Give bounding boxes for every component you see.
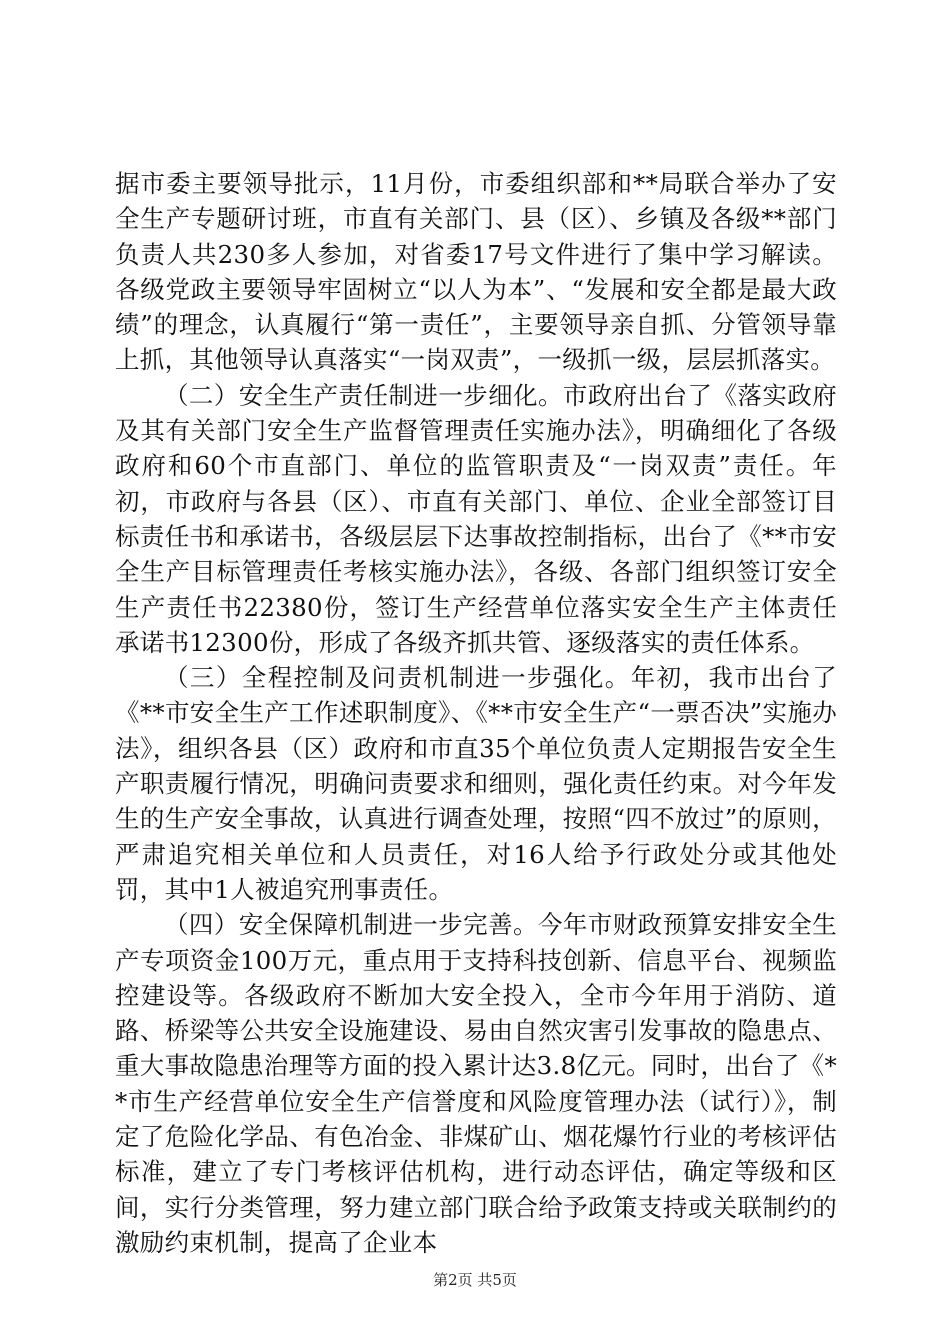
paragraph-safety-guarantee: （四）安全保障机制进一步完善。今年市财政预算安排安全生产专项资金100万元，重点用于支持科技创新、信息平台、视频监控建设等。各级政府不断加大安全投入，全市今年用于消防、道路、桥梁等公共安全设施建设、易由自然灾害引发事故的隐患点、重大事故隐患治理等方面的投入累计达3.8亿元。同时，出台了《**市生产经营单位安全生产信誉度和风险度管理办法（试行）》，制定了危险化学品、有色冶金、非煤矿山、烟花爆竹行业的考核评估标准，建立了专门考核评估机构，进行动态评估，确定等级和区间，实行分类管理，努力建立部门联合给予政策支持或关联制约的激励约束机制，提高了企业本	[115, 910, 838, 1257]
paragraph-responsibility-system: （二）安全生产责任制进一步细化。市政府出台了《落实政府及其有关部门安全生产监督管理责任实施办法》，明确细化了各级政府和60个市直部门、单位的监管职责及“一岗双责”责任。年初，市政府与各县（区）、市直有关部门、单位、企业全部签订目标责任书和承诺书，各级层层下达事故控制指标，出台了《**市安全生产目标管理责任考核实施办法》，各级、各部门组织签订安全生产责任书22380份，签订生产经营单位落实安全生产主体责任承诺书12300份，形成了各级齐抓共管、逐级落实的责任体系。	[115, 380, 837, 657]
paragraph-accountability-mechanism: （三）全程控制及问责机制进一步强化。年初，我市出台了《**市安全生产工作述职制度》、《**市安全生产“一票否决”实施办法》，组织各县（区）政府和市直35个单位负责人定期报告安全生产职责履行情况，明确问责要求和细则，强化责任约束。对今年发生的生产安全事故，认真进行调查处理，按照“四不放过”的原则，严肃追究相关单位和人员责任，对16人给予行政处分或其他处罚，其中1人被追究刑事责任。	[115, 663, 837, 904]
page-footer: 第2页 共5页	[433, 1271, 517, 1289]
document-body	[115, 166, 837, 1260]
paragraph-continuation: 据市委主要领导批示，11月份，市委组织部和**局联合举办了安全生产专题研讨班，市直有关部门、县（区）、乡镇及各级**部门负责人共230多人参加，对省委17号文件进行了集中学习解读。各级党政主要领导牢固树立“以人为本”、“发展和安全都是最大政绩”的理念，认真履行“第一责任”，主要领导亲自抓、分管领导靠上抓，其他领导认真落实“一岗双责”，一级抓一级，层层抓落实。	[115, 169, 837, 375]
